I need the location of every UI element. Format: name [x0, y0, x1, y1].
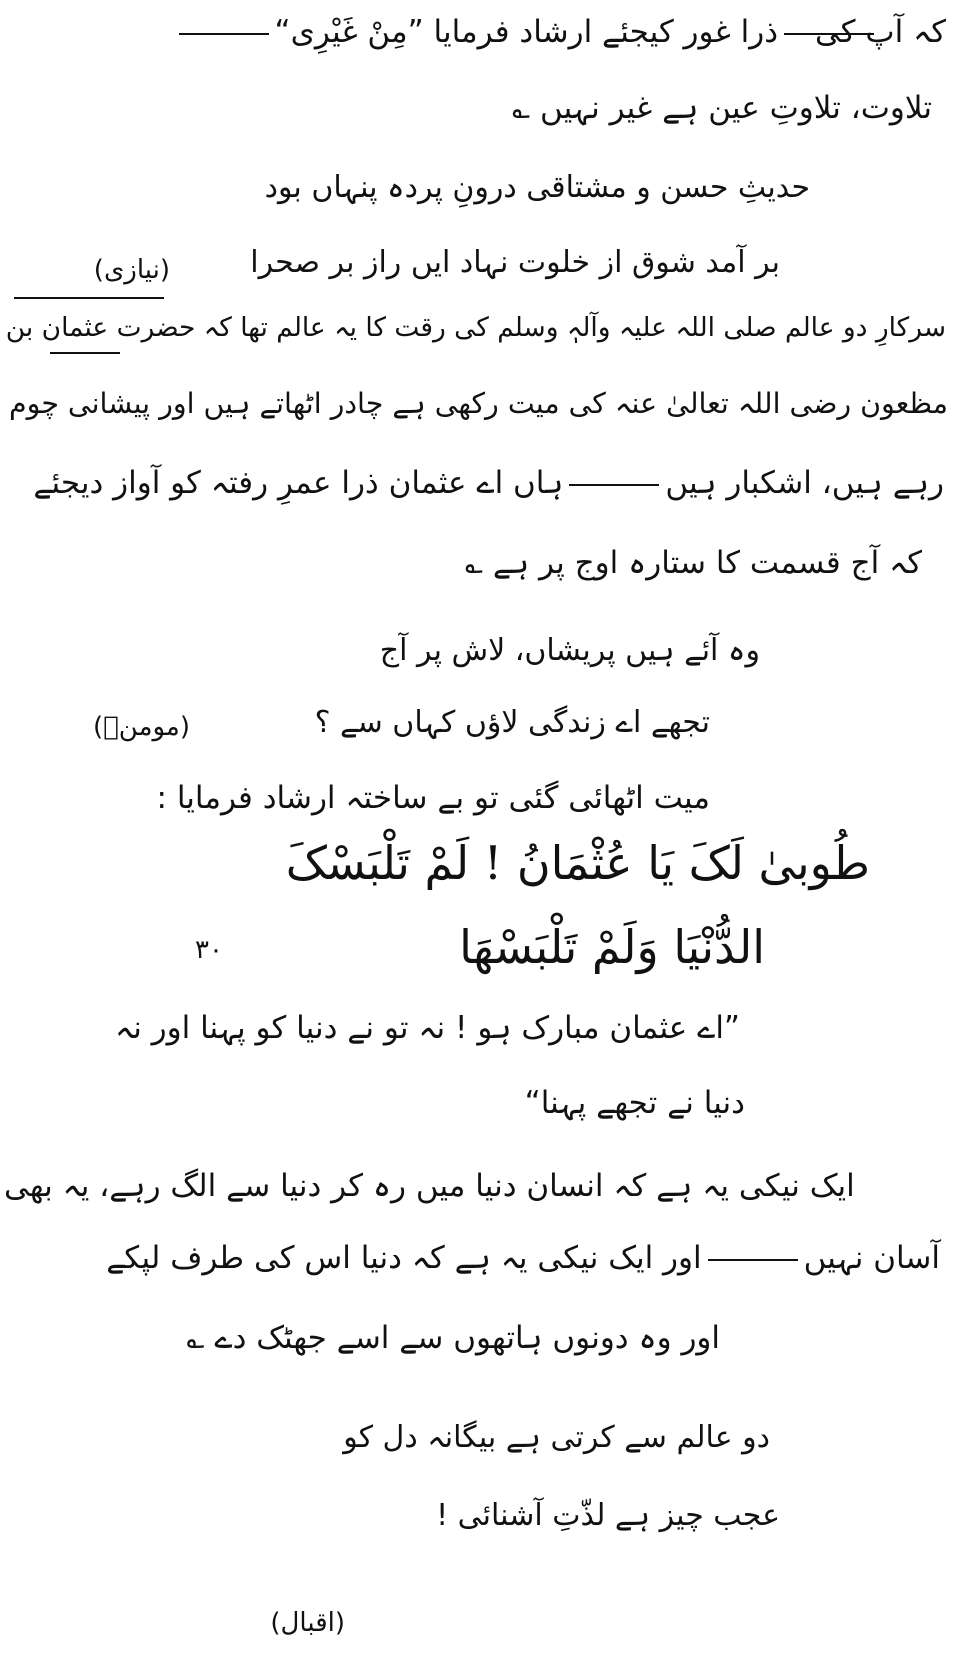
reference-number: ۳۰: [195, 935, 223, 965]
underline-rule: [50, 352, 120, 354]
text-line: مظعون رضی اللہ تعالیٰ عنہ کی میت رکھی ہے چادر اٹھاتے ہیں اور پیشانی چوم: [9, 387, 948, 420]
verse-line: بر آمد شوق از خلوت نہاد ایں راز بر صحرا: [250, 245, 780, 280]
text-line: [33, 465, 944, 501]
verse-line: تجھے اے زندگی لاؤں کہاں سے ؟: [314, 705, 710, 740]
text-line: میت اٹھائی گئی تو بے ساختہ ارشاد فرمایا :: [156, 780, 710, 816]
verse-line: دو عالم سے کرتی ہے بیگانہ دل کو: [343, 1420, 770, 1455]
dash-rule: [179, 33, 269, 35]
arabic-hadith-line: الدُّنْیَا وَلَمْ تَلْبَسْهَا: [459, 920, 765, 974]
text-line: اور وہ دونوں ہاتھوں سے اسے جھٹک دے ؎: [186, 1320, 720, 1356]
arabic-hadith-line: طُوبیٰ لَکَ یَا عُثْمَانُ ! لَمْ تَلْبَسْکَ: [285, 836, 870, 890]
verse-line: حدیثِ حسن و مشتاقی درونِ پردہ پنہاں بود: [264, 170, 810, 205]
verse-line: عجب چیز ہے لذّتِ آشنائی !: [436, 1498, 780, 1533]
poet-attribution: (اقبال): [270, 1608, 345, 1638]
text-line: ایک نیکی یہ ہے کہ انسان دنیا میں رہ کر دنیا سے الگ رہے، یہ بھی: [4, 1168, 855, 1204]
text-line: [173, 14, 880, 50]
text-line: [815, 14, 946, 50]
text-line: کہ آج قسمت کا ستارہ اوج پر ہے ؎: [464, 545, 922, 581]
line-text: اور ایک نیکی یہ ہے کہ دنیا اس کی طرف لپکے: [106, 1240, 702, 1276]
line-text: ذرا غور کیجئے ارشاد فرمایا ”مِنْ غَیْرِی“: [274, 14, 778, 50]
line-text: آسان نہیں: [803, 1240, 940, 1276]
line-text: کہ آپ کی: [814, 14, 946, 50]
poet-attribution: (نیازی): [93, 255, 170, 285]
text-line: سرکارِ دو عالم صلی اللہ علیہ وآلہٖ وسلم کی رقت کا یہ عالم تھا کہ حضرت عثمان بن: [5, 312, 946, 343]
text-line: ”اے عثمان مبارک ہو ! نہ تو نے دنیا کو پہنا اور نہ: [115, 1010, 740, 1046]
line-text: ہاں اے عثمان ذرا عمرِ رفتہ کو آواز دیجئے: [33, 465, 564, 501]
underline-rule: [14, 297, 164, 299]
line-text: رہے ہیں، اشکبار ہیں: [665, 465, 944, 501]
text-line: دنیا نے تجھے پہنا“: [524, 1085, 745, 1121]
verse-line: وہ آئے ہیں پریشاں، لاش پر آج: [379, 633, 760, 668]
poet-attribution: (مومنؔ): [93, 712, 190, 742]
text-line: [106, 1240, 940, 1276]
dash-rule: [569, 484, 659, 486]
text-line: تلاوت، تلاوتِ عین ہے غیر نہیں ؎: [511, 90, 932, 126]
dash-rule: [708, 1259, 798, 1261]
